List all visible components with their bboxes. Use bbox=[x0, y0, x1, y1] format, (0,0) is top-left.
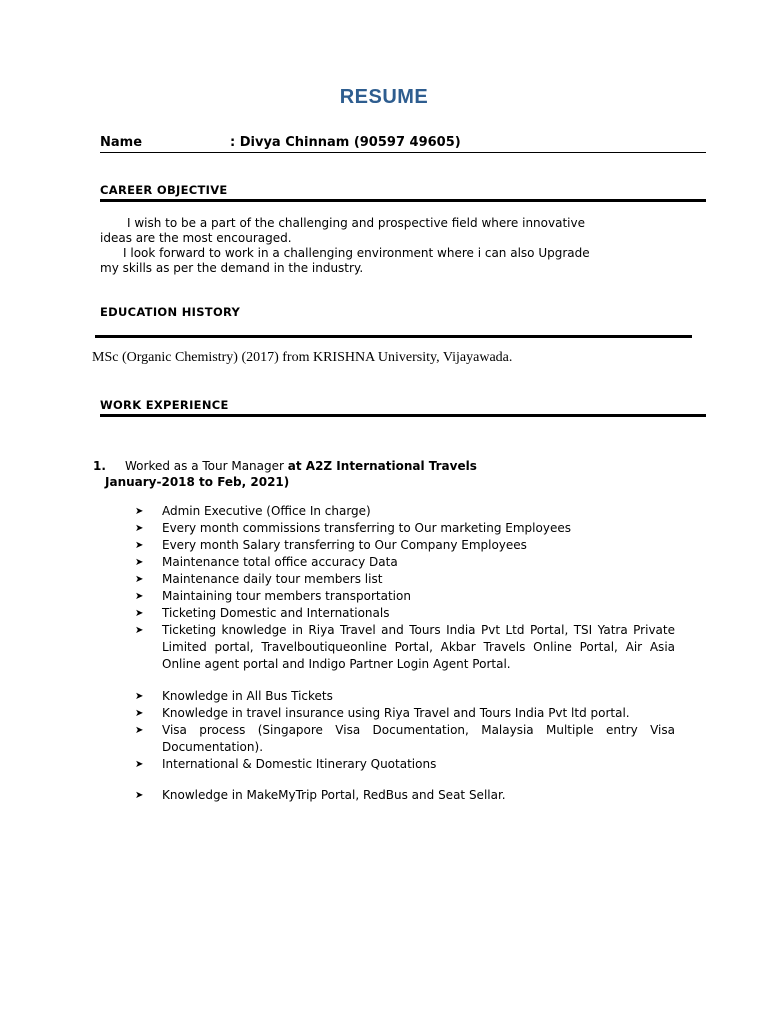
duty-item bbox=[135, 605, 675, 622]
resume-title: RESUME bbox=[339, 86, 429, 108]
objective-line-4: my skills as per the demand in the industry. bbox=[100, 261, 364, 275]
education-entry: MSc (Organic Chemistry) (2017) from KRISHNA University, Vijayawada. bbox=[92, 350, 513, 365]
duty-item bbox=[135, 537, 675, 554]
duty-text: Ticketing knowledge in Riya Travel and Tours India Pvt Ltd Portal, TSI Yatra Private Limited portal, Travelboutiqueonline Portal, Akbar Travels Online Portal, Air Asia Online agent portal and Indigo Partner Login Agent Portal. bbox=[162, 623, 675, 671]
bullet-arrow-icon: ➤ bbox=[135, 506, 144, 517]
bullet-arrow-icon: ➤ bbox=[135, 625, 144, 636]
bullet-arrow-icon: ➤ bbox=[135, 557, 144, 568]
duty-text: International & Domestic Itinerary Quotations bbox=[162, 757, 437, 771]
job-title-line bbox=[125, 459, 477, 473]
education-heading: EDUCATION HISTORY bbox=[100, 305, 241, 319]
name-value: : Divya Chinnam (90597 49605) bbox=[230, 135, 461, 150]
duty-item bbox=[135, 520, 675, 537]
work-experience-divider bbox=[100, 414, 706, 417]
bullet-arrow-icon: ➤ bbox=[135, 708, 144, 719]
bullet-arrow-icon: ➤ bbox=[135, 725, 144, 736]
bullet-arrow-icon: ➤ bbox=[135, 540, 144, 551]
bullet-arrow-icon: ➤ bbox=[135, 790, 144, 801]
duty-item bbox=[135, 688, 675, 705]
duty-text: Knowledge in travel insurance using Riya Travel and Tours India Pvt ltd portal. bbox=[162, 706, 630, 720]
bullet-arrow-icon: ➤ bbox=[135, 591, 144, 602]
education-divider bbox=[95, 335, 692, 338]
duty-text: Maintenance total office accuracy Data bbox=[162, 555, 398, 569]
bullet-arrow-icon: ➤ bbox=[135, 523, 144, 534]
duty-item bbox=[135, 622, 675, 673]
duty-text: Maintenance daily tour members list bbox=[162, 572, 383, 586]
duty-item bbox=[135, 503, 675, 520]
job-role: Worked as a Tour Manager bbox=[125, 459, 284, 473]
duty-text: Ticketing Domestic and Internationals bbox=[162, 606, 390, 620]
duty-text: Visa process (Singapore Visa Documentation, Malaysia Multiple entry Visa Documentation). bbox=[162, 723, 675, 754]
bullet-arrow-icon: ➤ bbox=[135, 574, 144, 585]
work-experience-heading: WORK EXPERIENCE bbox=[100, 398, 229, 412]
duty-item bbox=[135, 722, 675, 756]
duty-text: Every month Salary transferring to Our Company Employees bbox=[162, 538, 527, 552]
name-label: Name bbox=[100, 135, 143, 150]
objective-line-2: ideas are the most encouraged. bbox=[100, 231, 292, 245]
objective-line-3: I look forward to work in a challenging environment where i can also Upgrade bbox=[123, 246, 590, 260]
duty-text: Admin Executive (Office In charge) bbox=[162, 504, 371, 518]
duty-item bbox=[135, 588, 675, 605]
bullet-arrow-icon: ➤ bbox=[135, 691, 144, 702]
bullet-arrow-icon: ➤ bbox=[135, 759, 144, 770]
duty-item bbox=[135, 756, 675, 773]
duty-text: Maintaining tour members transportation bbox=[162, 589, 411, 603]
duty-item bbox=[135, 705, 675, 722]
objective-line-1: I wish to be a part of the challenging and prospective field where innovative bbox=[127, 216, 585, 230]
duty-item bbox=[135, 787, 675, 804]
career-objective-heading: CAREER OBJECTIVE bbox=[100, 183, 228, 197]
duty-text: Knowledge in MakeMyTrip Portal, RedBus and Seat Sellar. bbox=[162, 788, 506, 802]
duty-item bbox=[135, 554, 675, 571]
duty-text: Every month commissions transferring to Our marketing Employees bbox=[162, 521, 571, 535]
job-period: January-2018 to Feb, 2021) bbox=[105, 475, 290, 489]
career-objective-divider bbox=[100, 199, 706, 202]
duty-item bbox=[135, 571, 675, 588]
bullet-arrow-icon: ➤ bbox=[135, 608, 144, 619]
duty-text: Knowledge in All Bus Tickets bbox=[162, 689, 333, 703]
job-number: 1. bbox=[93, 459, 106, 473]
job-company: at A2Z International Travels bbox=[287, 459, 477, 473]
name-divider bbox=[100, 152, 706, 153]
